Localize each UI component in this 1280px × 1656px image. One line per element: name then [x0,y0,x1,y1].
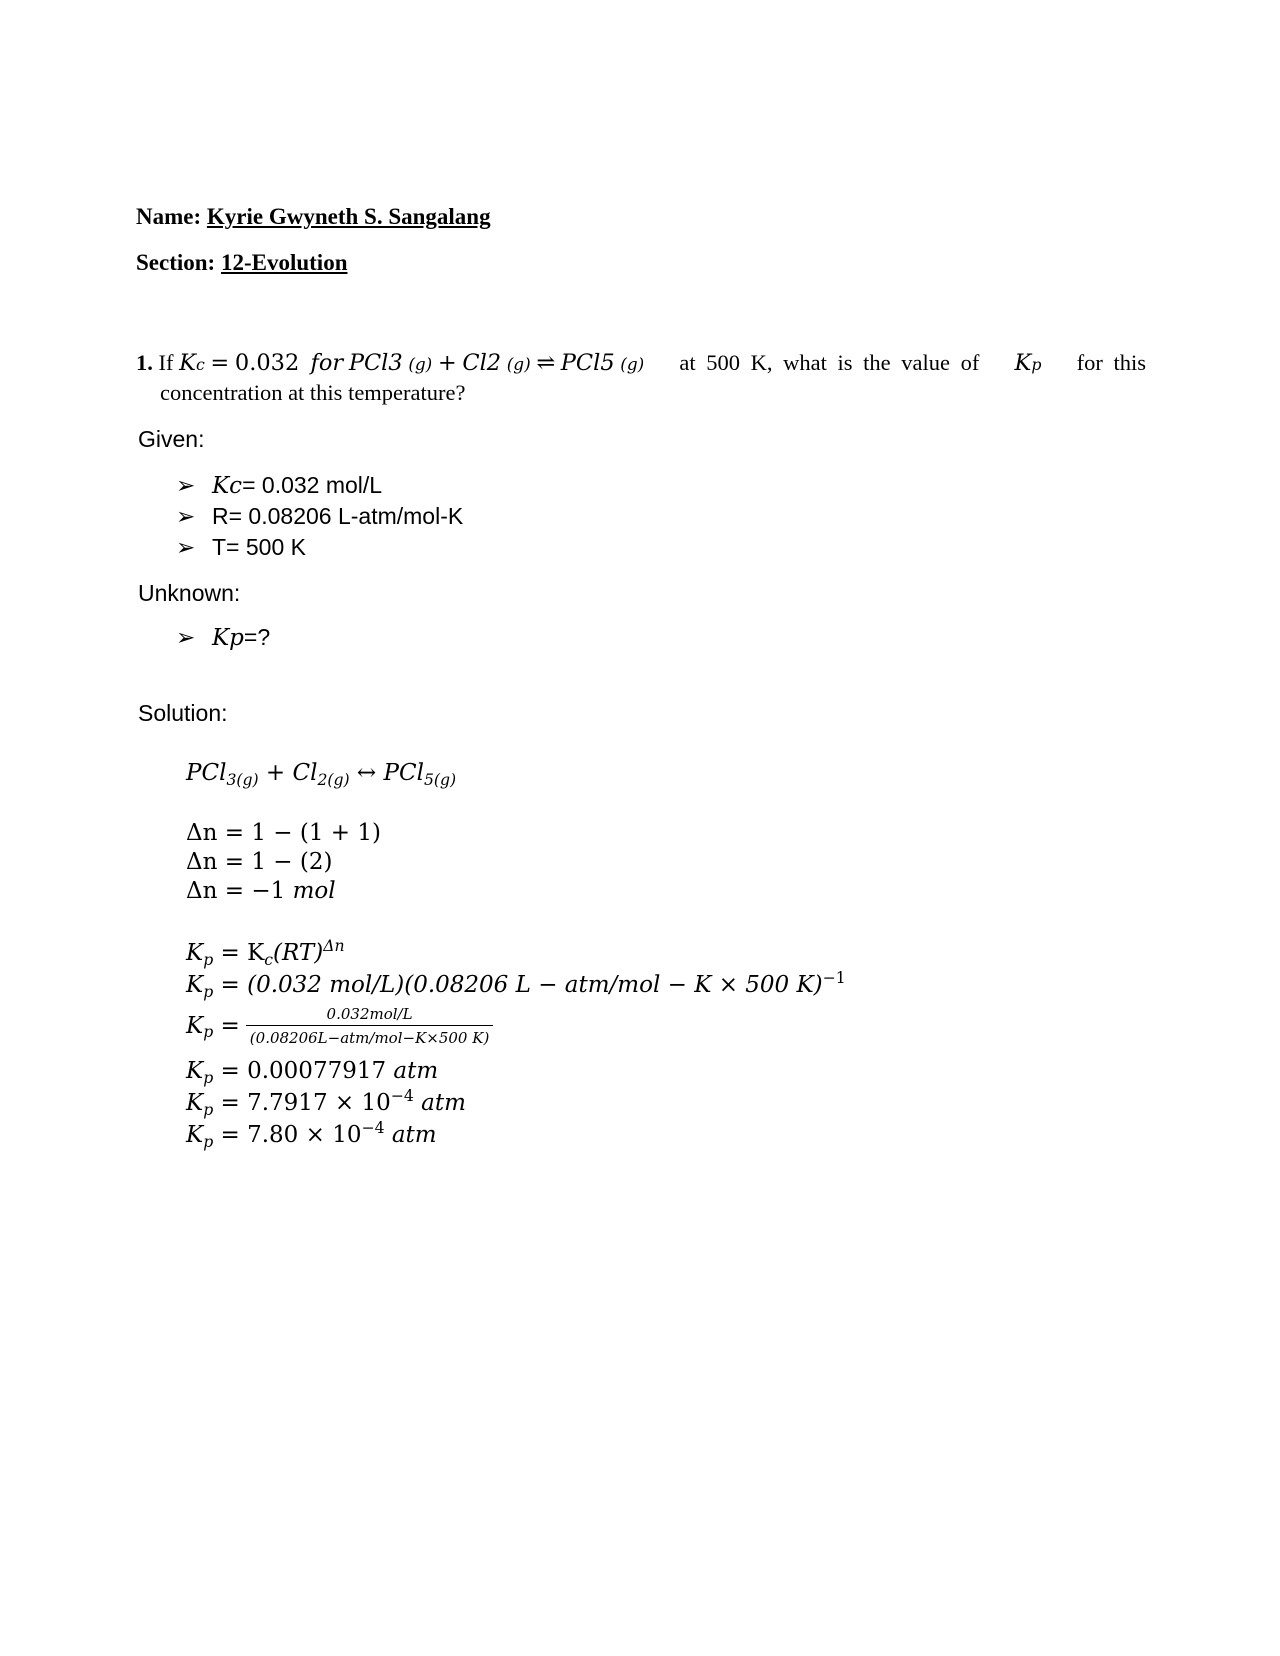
equilibrium-arrow: ⇌ [536,350,556,376]
kp-K: K [186,1013,204,1039]
kp-K: K [186,1122,204,1148]
unknown-var-kp: Kp [212,625,244,651]
question-number: 1. [136,350,153,375]
name-value: Kyrie Gwyneth S. Sangalang [206,204,491,229]
bullet-arrow-icon: ➢ [176,534,196,560]
delta-line-3 [186,878,336,904]
reaction-pcl5: PCl [383,760,424,786]
delta-rhs: = 1 − (2) [224,849,333,875]
section-value: 12-Evolution [220,250,348,275]
given-label: Given: [138,426,205,452]
question-rest-1: at 500 K, what is the value of [679,350,980,375]
question-eq: = [210,350,230,376]
bullet-arrow-icon: ➢ [176,503,196,529]
kp-sub: p [1031,355,1042,374]
delta-line-2 [186,849,332,875]
reaction-cl: Cl [292,760,318,786]
kp-p: p [203,950,214,969]
kp-p: p [203,1100,214,1119]
kp-l1-sup: Δn [323,936,345,956]
kp-l5-rhs: = 7.7917 × 10 [220,1090,391,1116]
reaction-equation [186,760,457,789]
kp-p: p [203,1021,214,1041]
kp-K: K [186,972,204,998]
delta-rhs: = 1 − (1 + 1) [224,820,381,846]
section-label: Section: [136,250,216,275]
kp-l5-sup: −4 [390,1086,414,1106]
kp-l6-sup: −4 [361,1118,385,1138]
delta-n: Δn [186,878,218,904]
kp-l2-rhs: = (0.032 mol/L)(0.08206 L − atm/mol − K × 500 K) [220,972,823,998]
bullet-arrow-icon: ➢ [176,624,196,650]
g-state-1: (g) [408,354,433,374]
given-item-kc [176,472,382,499]
delta-rhs: = −1 [224,878,286,904]
kp-l6-unit: atm [391,1122,437,1148]
given-text-kc: = 0.032 mol/L [242,472,383,498]
kp-l2-sup: −1 [822,968,846,988]
g-state-3: (g) [620,354,645,374]
kp-p: p [203,1132,214,1151]
kp-line-6 [186,1118,437,1151]
given-item-t [176,534,306,561]
unknown-label: Unknown: [138,580,241,606]
name-label: Name: [136,204,202,229]
kp-line-5 [186,1086,466,1119]
kp-fraction [246,1005,494,1047]
question-line-1 [136,350,1146,376]
given-var-kc: Kc [212,473,243,499]
kp-p: p [203,982,214,1001]
kc-symbol: K [179,350,196,376]
kp-K: K [186,940,204,966]
kp-l1-rhs: = K [220,940,265,966]
g-state-2: (g) [506,354,531,374]
delta-n: Δn [186,849,218,875]
reaction-pcl: PCl [186,760,227,786]
pcl3: PCl3 [348,350,403,376]
question-line-2: concentration at this temperature? [160,380,466,405]
question-rest-2: for this [1076,350,1146,375]
kp-symbol: K [1014,350,1032,376]
kp-l1-c: c [264,950,274,969]
pcl5: PCl5 [560,350,615,376]
question-if: If [158,350,174,375]
delta-line-1 [186,820,381,846]
fraction-denominator: (0.08206L−atm/mol−K×500 K) [246,1025,494,1047]
kp-line-4 [186,1058,439,1087]
kp-l4-rhs: = 0.00077917 [220,1058,387,1084]
kp-l4-unit: atm [393,1058,439,1084]
kp-l6-rhs: = 7.80 × 10 [220,1122,362,1148]
kp-K: K [186,1058,204,1084]
kp-p: p [203,1068,214,1087]
reaction-sub-5g: 5(g) [423,770,457,789]
unknown-text-kp: =? [243,624,271,650]
reaction-arrow: ↔ [356,760,377,786]
fraction-numerator: 0.032mol/L [326,1005,413,1023]
for-word: for [310,350,344,376]
given-item-r [176,503,463,530]
solution-label: Solution: [138,700,228,726]
delta-unit: mol [292,878,336,904]
kc-sub: c [195,355,205,374]
kp-l5-unit: atm [421,1090,466,1116]
kc-value: 0.032 [234,350,300,376]
kp-l1-rest: (RT) [273,940,324,966]
section-line [136,250,348,276]
delta-n: Δn [186,820,218,846]
reaction-plus: + [265,760,286,786]
kp-l3-eq: = [220,1013,240,1039]
plus-sign: + [437,350,457,376]
kp-line-1 [186,936,345,969]
kp-line-2 [186,968,846,1001]
given-text-t: T= 500 K [212,534,306,560]
kp-line-3 [186,1005,493,1047]
unknown-item-kp [176,624,270,651]
bullet-arrow-icon: ➢ [176,472,196,498]
kp-K: K [186,1090,204,1116]
reaction-sub-2g: 2(g) [317,770,350,789]
given-text-r: R= 0.08206 L-atm/mol-K [212,503,464,529]
reaction-sub-3g: 3(g) [226,770,259,789]
cl2: Cl2 [462,350,502,376]
name-line [136,204,491,230]
